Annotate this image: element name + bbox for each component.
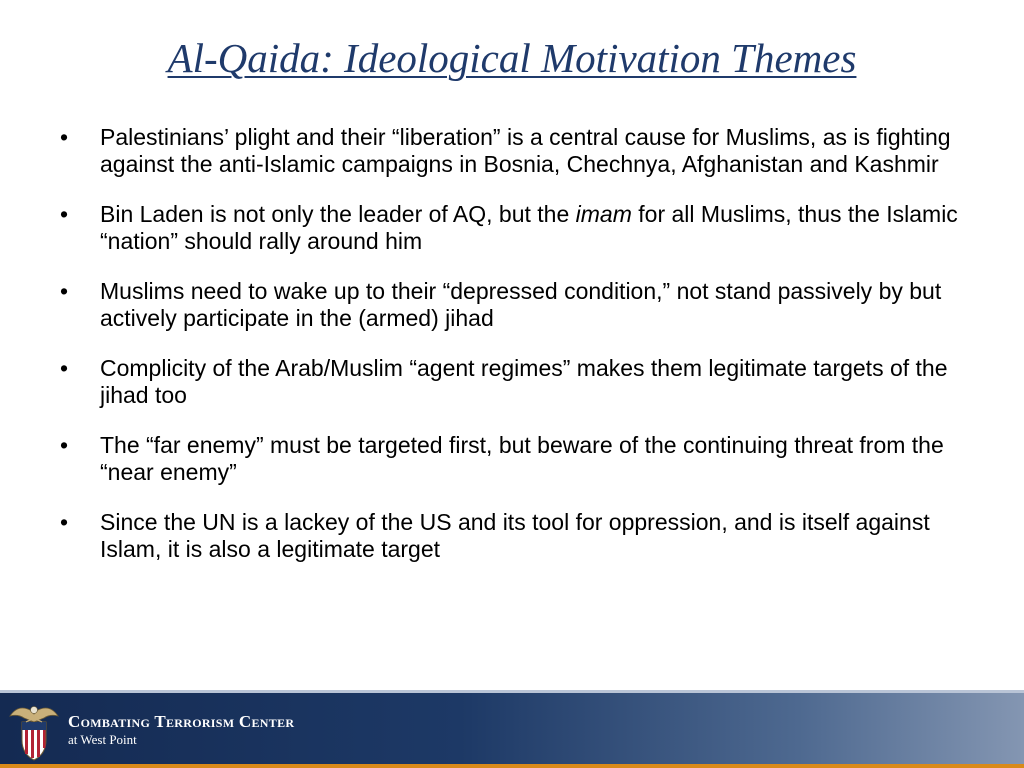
bullet-item xyxy=(60,355,980,409)
bullet-text-emphasis: imam xyxy=(575,201,632,227)
bullet-marker: • xyxy=(60,278,69,304)
bullet-item xyxy=(60,201,980,255)
org-subtitle: at West Point xyxy=(68,732,137,747)
org-name: Combating Terrorism Center xyxy=(68,712,295,731)
bullet-text: Muslims need to wake up to their “depressed condition,” not stand passively by but actively participate in the (armed) jihad xyxy=(100,278,942,331)
organization-label xyxy=(68,712,294,747)
bullet-marker: • xyxy=(60,432,69,458)
bullet-text: The “far enemy” must be targeted first, but beware of the continuing threat from the “near enemy” xyxy=(100,432,944,485)
bullet-item xyxy=(60,509,980,563)
bullet-text-after: for all Muslims, thus the Islamic “nation” should rally around him xyxy=(100,201,958,254)
bullet-marker: • xyxy=(60,355,69,381)
bullet-item xyxy=(60,278,980,332)
bullet-item xyxy=(60,124,980,178)
west-point-seal-icon xyxy=(8,700,60,762)
bullet-item xyxy=(60,432,980,486)
slide-title xyxy=(0,32,1024,84)
bullet-marker: • xyxy=(60,509,69,535)
footer-top-rule xyxy=(0,690,1024,693)
bullet-list xyxy=(60,124,980,586)
bullet-text: Since the UN is a lackey of the US and its tool for oppression, and is itself against Islam, it is also a legitimate target xyxy=(100,509,930,562)
footer-accent-rule xyxy=(0,764,1024,768)
bullet-text: Palestinians’ plight and their “liberation” is a central cause for Muslims, as is fighting against the anti-Islamic campaigns in Bosnia, Chechnya, Afghanistan and Kashmir xyxy=(100,124,951,177)
bullet-text-before: Bin Laden is not only the leader of AQ, but the xyxy=(100,201,576,227)
slide-title-text: Al-Qaida: Ideological Motivation Themes xyxy=(167,35,857,81)
bullet-text: Complicity of the Arab/Muslim “agent regimes” makes them legitimate targets of the jihad too xyxy=(100,355,948,408)
bullet-marker: • xyxy=(60,124,69,150)
bullet-marker: • xyxy=(60,201,69,227)
